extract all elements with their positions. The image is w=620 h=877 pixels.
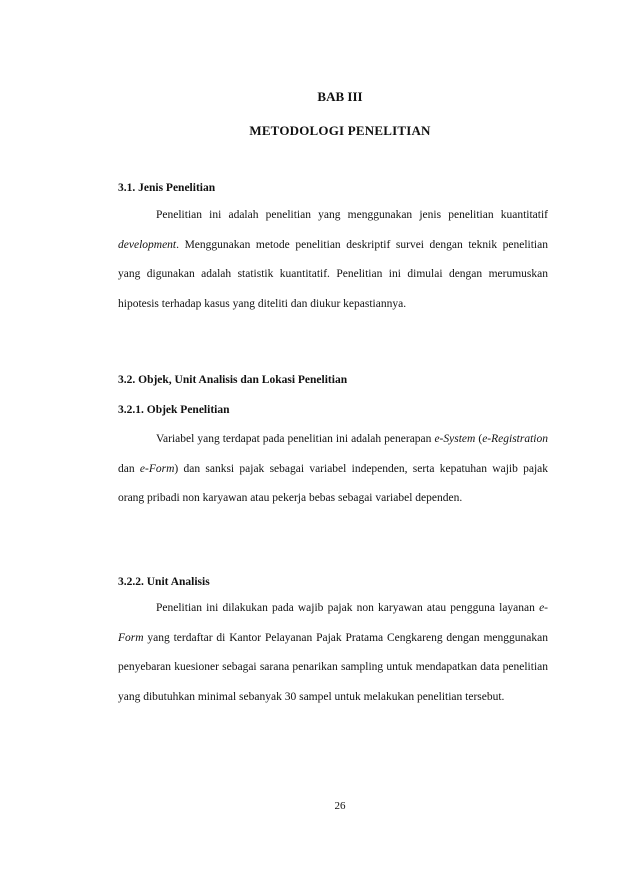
- paragraph-text: (: [475, 433, 483, 445]
- section-heading-3-1: 3.1. Jenis Penelitian: [118, 182, 216, 194]
- paragraph-emphasis: development: [118, 238, 177, 251]
- chapter-number: BAB III: [317, 89, 363, 104]
- paragraph-text: dan: [118, 462, 140, 475]
- chapter-title: METODOLOGI PENELITIAN: [249, 123, 431, 138]
- paragraph-emphasis: e-System: [434, 433, 476, 445]
- paragraph-emphasis: e-Form: [118, 602, 548, 644]
- paragraph-unit-analisis: [118, 594, 548, 712]
- paragraph-emphasis: e-Form: [139, 462, 175, 475]
- paragraph-text: Penelitian ini adalah penelitian yang menggunakan jenis penelitian kuantitatif: [156, 209, 548, 221]
- paragraph-emphasis: e-Registration: [482, 433, 548, 445]
- page-number: 26: [334, 800, 346, 812]
- paragraph-jenis-penelitian: [118, 201, 548, 319]
- paragraph-text: Penelitian ini dilakukan pada wajib pajak non karyawan atau pengguna layanan: [156, 602, 540, 614]
- paragraph-text: ) dan sanksi pajak sebagai variabel independen, serta kepatuhan wajib pajak orang pribadi non karyawan atau pekerja bebas sebagai variabel dependen.: [118, 462, 549, 504]
- section-heading-3-2: 3.2. Objek, Unit Analisis dan Lokasi Penelitian: [118, 374, 348, 386]
- paragraph-objek-penelitian: [118, 425, 548, 514]
- paragraph-text: yang terdaftar di Kantor Pelayanan Pajak Pratama Cengkareng dengan menggunakan penyebaran kuesioner sebagai sarana penarikan sampling untuk mendapatkan data penelitian yang dibutuhkan minimal sebanyak 30 sampel untuk melakukan penelitian tersebut.: [118, 631, 548, 703]
- section-heading-3-2-2: 3.2.2. Unit Analisis: [118, 576, 210, 588]
- paragraph-text: . Menggunakan metode penelitian deskriptif survei dengan teknik penelitian yang digunakan adalah statistik kuantitatif. Penelitian ini dimulai dengan merumuskan hipotesis terhadap kasus yang diteliti dan diukur kepastiannya.: [118, 238, 548, 310]
- section-heading-3-2-1: 3.2.1. Objek Penelitian: [118, 404, 230, 416]
- paragraph-text: Variabel yang terdapat pada penelitian ini adalah penerapan: [156, 433, 435, 445]
